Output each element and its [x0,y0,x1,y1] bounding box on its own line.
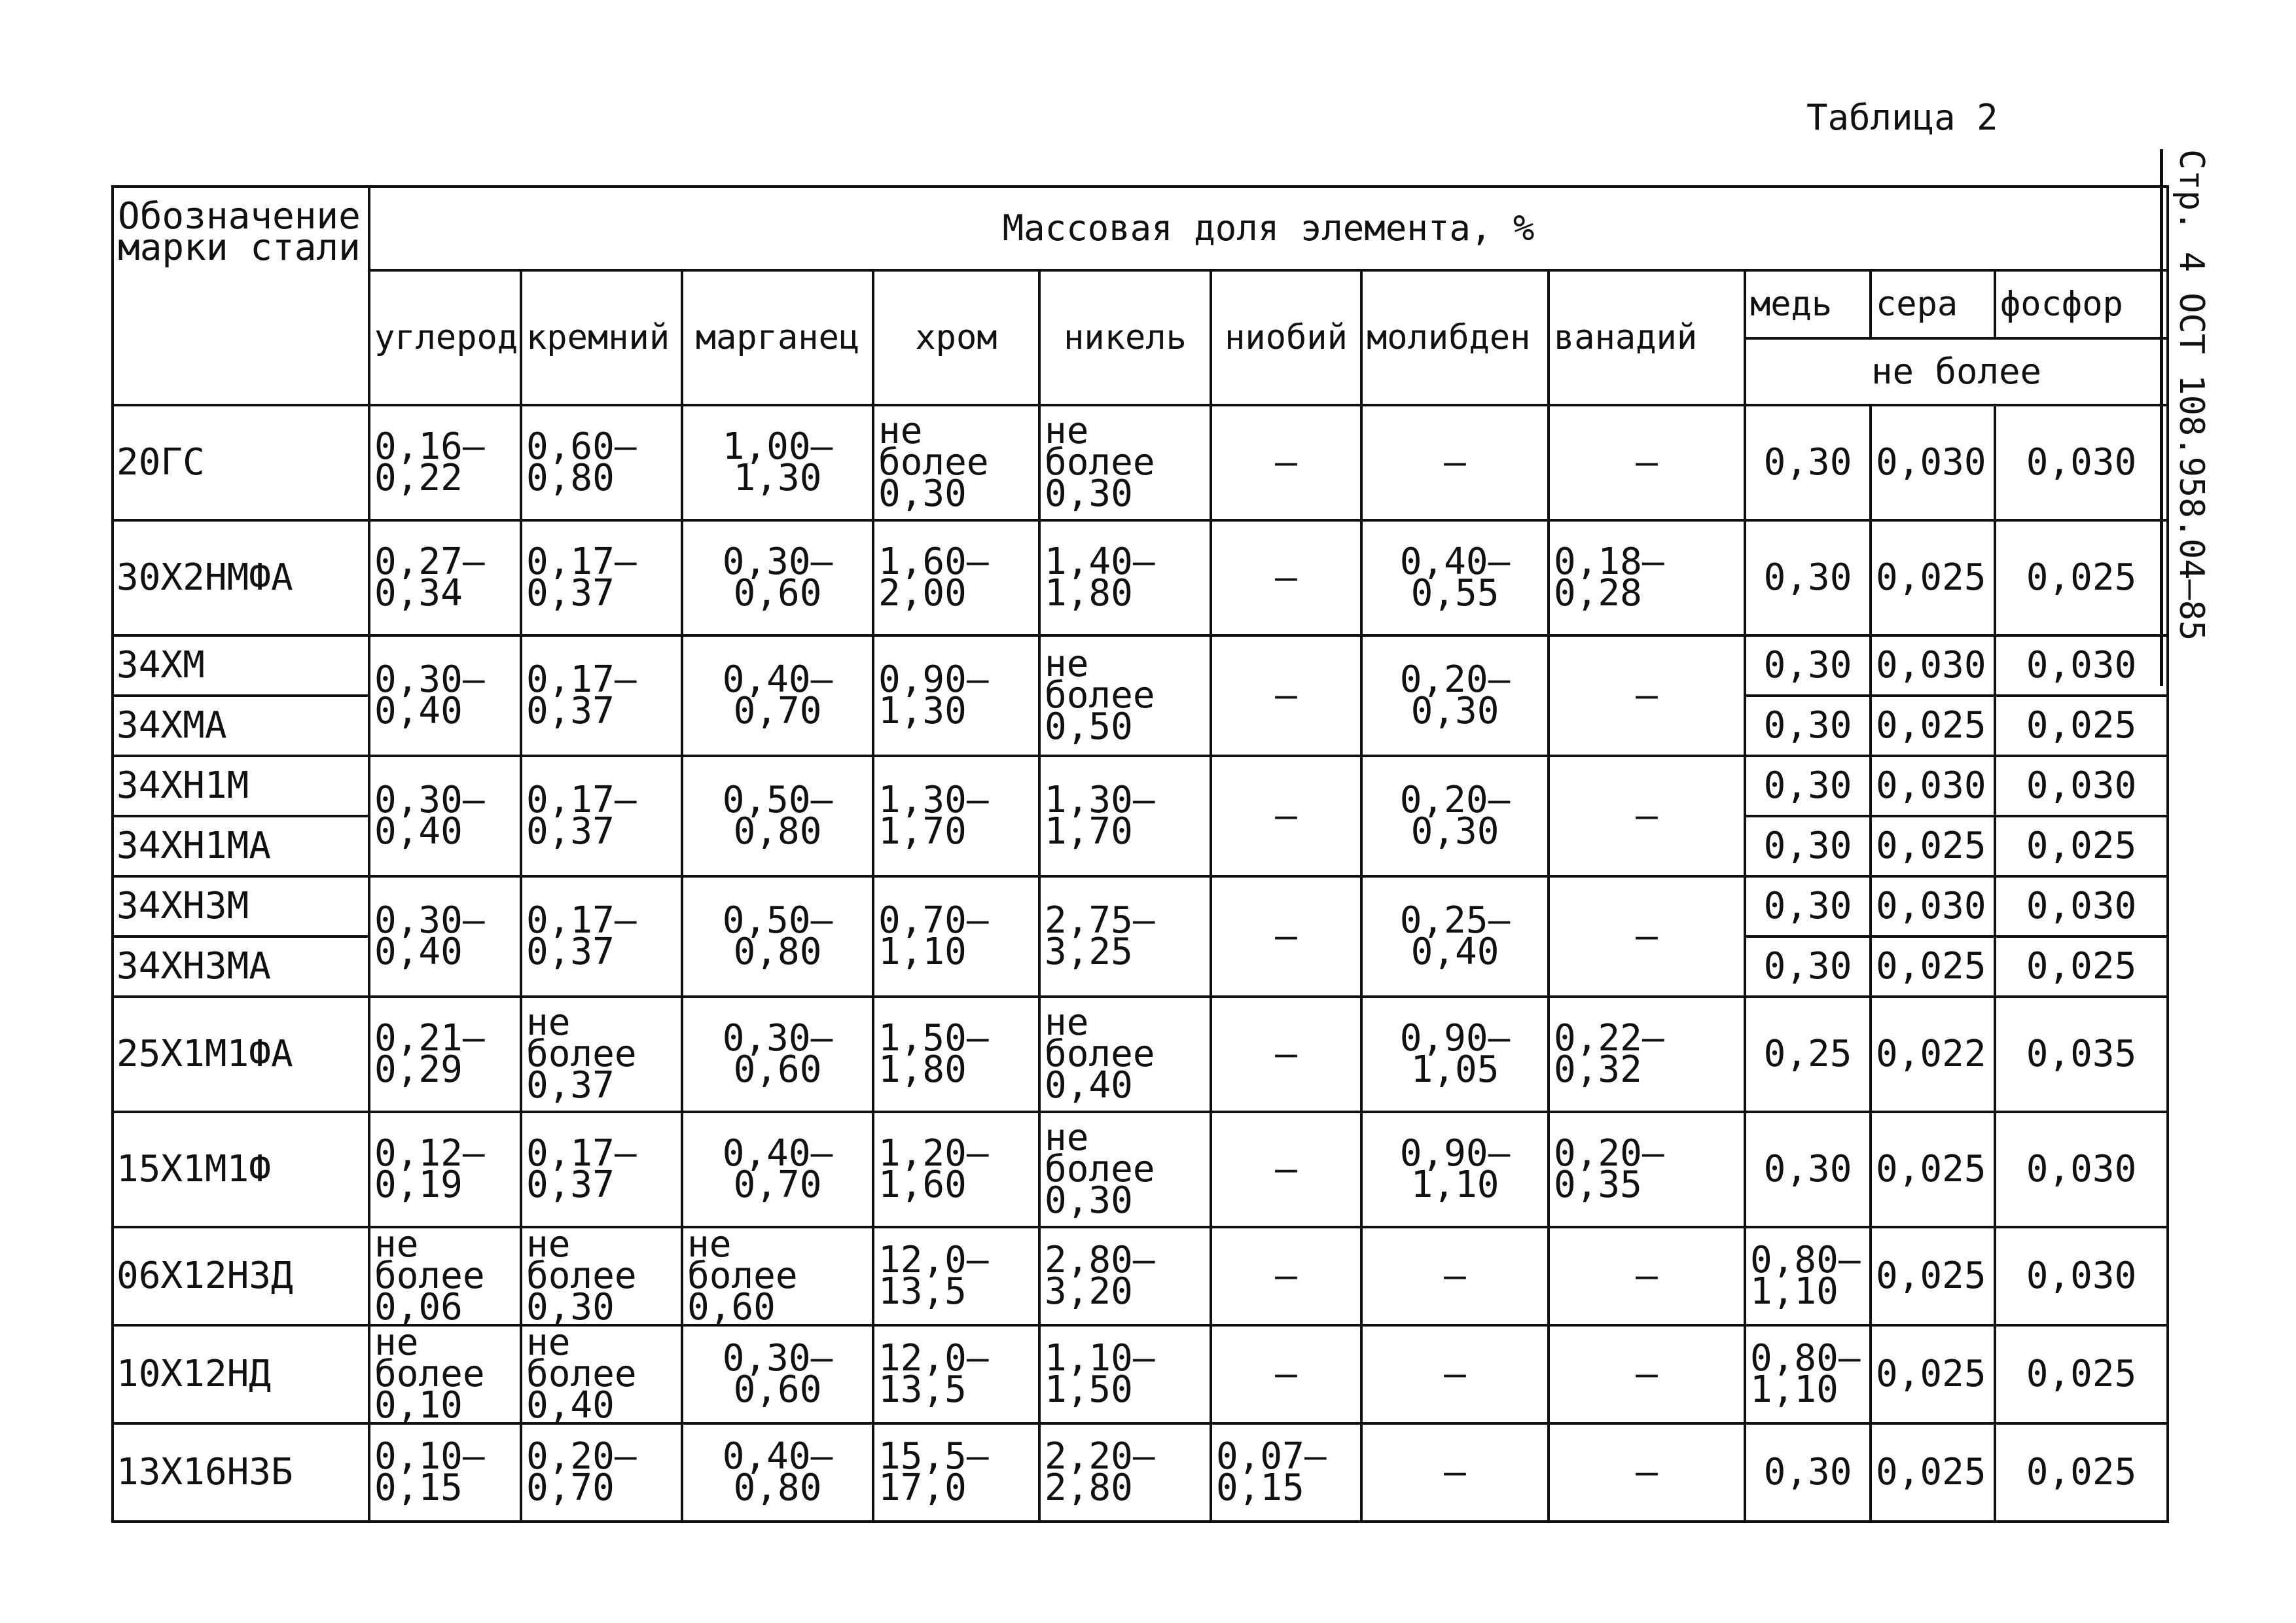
chromium-value: 1,20– 1,60 [873,1112,1039,1227]
grade-header-line2: марки стали [118,226,361,269]
sulfur-value: 0,025 [1871,936,1995,997]
manganese-value: не более 0,60 [682,1227,873,1325]
sulfur-value: 0,025 [1871,1112,1995,1227]
niobium-value: – [1211,1325,1361,1423]
chromium-value: 1,30– 1,70 [873,756,1039,876]
sulfur-value: 0,030 [1871,876,1995,936]
col-copper: медь [1745,270,1871,338]
chromium-value: 15,5– 17,0 [873,1423,1039,1522]
table-row [113,1112,2168,1227]
molybdenum-value: 0,20– 0,30 [1361,756,1549,876]
sulfur-value: 0,025 [1871,520,1995,635]
phosphorus-value: 0,030 [1995,405,2168,520]
not-more-header: не более [1745,338,2168,405]
molybdenum-value: 0,20– 0,30 [1361,635,1549,756]
molybdenum-value: 0,25– 0,40 [1361,876,1549,997]
carbon-value: не более 0,10 [369,1325,521,1423]
sulfur-value: 0,022 [1871,997,1995,1112]
steel-grade: 34ХН3МА [113,936,369,997]
chromium-value: 12,0– 13,5 [873,1227,1039,1325]
carbon-value: 0,30– 0,40 [369,756,521,876]
molybdenum-value: 0,90– 1,10 [1361,1112,1549,1227]
steel-grade: 06Х12Н3Д [113,1227,369,1325]
phosphorus-value: 0,025 [1995,1325,2168,1423]
carbon-value: 0,16– 0,22 [369,405,521,520]
table-row [113,1423,2168,1522]
side-stamp [2160,149,2222,686]
silicon-value: 0,17– 0,37 [521,876,682,997]
steel-grade: 10Х12НД [113,1325,369,1423]
niobium-value: – [1211,405,1361,520]
phosphorus-value: 0,025 [1995,696,2168,756]
sulfur-value: 0,025 [1871,1325,1995,1423]
niobium-value: – [1211,876,1361,997]
vanadium-value: – [1549,1227,1745,1325]
niobium-value: – [1211,756,1361,876]
copper-value: 0,30 [1745,756,1871,816]
phosphorus-value: 0,025 [1995,936,2168,997]
steel-grade: 34ХН1М [113,756,369,816]
sulfur-value: 0,030 [1871,405,1995,520]
nickel-value: 1,10– 1,50 [1039,1325,1211,1423]
manganese-value: 0,50– 0,80 [682,876,873,997]
grade-header-line1: Обозначение [118,195,361,238]
manganese-value: 0,30– 0,60 [682,520,873,635]
silicon-value: 0,17– 0,37 [521,1112,682,1227]
chromium-value: 0,70– 1,10 [873,876,1039,997]
vanadium-value: – [1549,1423,1745,1522]
sulfur-value: 0,025 [1871,696,1995,756]
steel-grade: 13Х16Н3Б [113,1423,369,1522]
copper-value: 0,30 [1745,635,1871,696]
phosphorus-value: 0,030 [1995,635,2168,696]
col-sulfur: сера [1871,270,1995,338]
table-row [113,1227,2168,1325]
sulfur-value: 0,030 [1871,756,1995,816]
table-row [113,756,2168,816]
niobium-value: – [1211,1227,1361,1325]
manganese-value: 0,30– 0,60 [682,1325,873,1423]
copper-value: 0,30 [1745,936,1871,997]
copper-value: 0,80– 1,10 [1745,1325,1871,1423]
carbon-value: 0,21– 0,29 [369,997,521,1112]
steel-grade: 15Х1М1Ф [113,1112,369,1227]
carbon-value: не более 0,06 [369,1227,521,1325]
nickel-value: не более 0,40 [1039,997,1211,1112]
steel-grade: 34ХН3М [113,876,369,936]
silicon-value: 0,17– 0,37 [521,635,682,756]
vanadium-value: – [1549,635,1745,756]
molybdenum-value: – [1361,1423,1549,1522]
steel-grade: 20ГС [113,405,369,520]
col-vanadium: ванадий [1549,270,1745,405]
copper-value: 0,30 [1745,876,1871,936]
col-carbon: углерод [369,270,521,405]
col-phosphorus: фосфор [1995,270,2168,338]
silicon-value: 0,60– 0,80 [521,405,682,520]
niobium-value: 0,07– 0,15 [1211,1423,1361,1522]
copper-value: 0,30 [1745,816,1871,876]
steel-grade: 30Х2НМФА [113,520,369,635]
niobium-value: – [1211,1112,1361,1227]
chromium-value: 12,0– 13,5 [873,1325,1039,1423]
nickel-value: 2,75– 3,25 [1039,876,1211,997]
carbon-value: 0,12– 0,19 [369,1112,521,1227]
vanadium-value: – [1549,405,1745,520]
manganese-value: 0,40– 0,70 [682,635,873,756]
phosphorus-value: 0,025 [1995,816,2168,876]
phosphorus-value: 0,025 [1995,1423,2168,1522]
silicon-value: не более 0,40 [521,1325,682,1423]
sulfur-value: 0,030 [1871,635,1995,696]
steel-composition-table [111,185,2169,1523]
steel-grade: 34ХН1МА [113,816,369,876]
table-row [113,635,2168,696]
chromium-value: 1,60– 2,00 [873,520,1039,635]
silicon-value: 0,17– 0,37 [521,756,682,876]
grade-header [113,187,369,405]
chromium-value: 1,50– 1,80 [873,997,1039,1112]
col-molybdenum: молибден [1361,270,1549,405]
nickel-value: 1,30– 1,70 [1039,756,1211,876]
silicon-value: не более 0,30 [521,1227,682,1325]
sulfur-value: 0,025 [1871,816,1995,876]
col-chromium: хром [873,270,1039,405]
col-nickel: никель [1039,270,1211,405]
vanadium-value: 0,22– 0,32 [1549,997,1745,1112]
silicon-value: не более 0,37 [521,997,682,1112]
manganese-value: 0,40– 0,70 [682,1112,873,1227]
nickel-value: не более 0,30 [1039,405,1211,520]
molybdenum-value: – [1361,1227,1549,1325]
table-caption: Таблица 2 [1806,97,1998,138]
mass-fraction-header: Массовая доля элемента, % [369,187,2168,270]
vanadium-value: 0,20– 0,35 [1549,1112,1745,1227]
vanadium-value: – [1549,876,1745,997]
nickel-value: 2,20– 2,80 [1039,1423,1211,1522]
phosphorus-value: 0,030 [1995,756,2168,816]
vanadium-value: 0,18– 0,28 [1549,520,1745,635]
copper-value: 0,25 [1745,997,1871,1112]
copper-value: 0,30 [1745,520,1871,635]
vanadium-value: – [1549,1325,1745,1423]
manganese-value: 0,40– 0,80 [682,1423,873,1522]
steel-grade: 34ХМА [113,696,369,756]
col-manganese: марганец [682,270,873,405]
vanadium-value: – [1549,756,1745,876]
niobium-value: – [1211,520,1361,635]
carbon-value: 0,27– 0,34 [369,520,521,635]
manganese-value: 1,00– 1,30 [682,405,873,520]
sulfur-value: 0,025 [1871,1423,1995,1522]
phosphorus-value: 0,030 [1995,1227,2168,1325]
table-row [113,876,2168,936]
manganese-value: 0,50– 0,80 [682,756,873,876]
table-row [113,405,2168,520]
nickel-value: не более 0,30 [1039,1112,1211,1227]
carbon-value: 0,30– 0,40 [369,876,521,997]
nickel-value: 2,80– 3,20 [1039,1227,1211,1325]
molybdenum-value: – [1361,1325,1549,1423]
chromium-value: 0,90– 1,30 [873,635,1039,756]
table-row [113,997,2168,1112]
copper-value: 0,30 [1745,1112,1871,1227]
niobium-value: – [1211,997,1361,1112]
carbon-value: 0,30– 0,40 [369,635,521,756]
chromium-value: не более 0,30 [873,405,1039,520]
nickel-value: 1,40– 1,80 [1039,520,1211,635]
table-row [113,520,2168,635]
copper-value: 0,30 [1745,696,1871,756]
copper-value: 0,30 [1745,1423,1871,1522]
phosphorus-value: 0,030 [1995,1112,2168,1227]
carbon-value: 0,10– 0,15 [369,1423,521,1522]
molybdenum-value: – [1361,405,1549,520]
table-row [113,1325,2168,1423]
steel-grade: 34ХМ [113,635,369,696]
sulfur-value: 0,025 [1871,1227,1995,1325]
manganese-value: 0,30– 0,60 [682,997,873,1112]
steel-grade: 25Х1М1ФА [113,997,369,1112]
molybdenum-value: 0,90– 1,05 [1361,997,1549,1112]
molybdenum-value: 0,40– 0,55 [1361,520,1549,635]
silicon-value: 0,20– 0,70 [521,1423,682,1522]
phosphorus-value: 0,035 [1995,997,2168,1112]
copper-value: 0,80– 1,10 [1745,1227,1871,1325]
side-stamp-text: Стр. 4 ОСТ 108.958.04–85 [2172,149,2211,641]
phosphorus-value: 0,025 [1995,520,2168,635]
col-silicon: кремний [521,270,682,405]
col-niobium: ниобий [1211,270,1361,405]
nickel-value: не более 0,50 [1039,635,1211,756]
silicon-value: 0,17– 0,37 [521,520,682,635]
phosphorus-value: 0,030 [1995,876,2168,936]
copper-value: 0,30 [1745,405,1871,520]
niobium-value: – [1211,635,1361,756]
